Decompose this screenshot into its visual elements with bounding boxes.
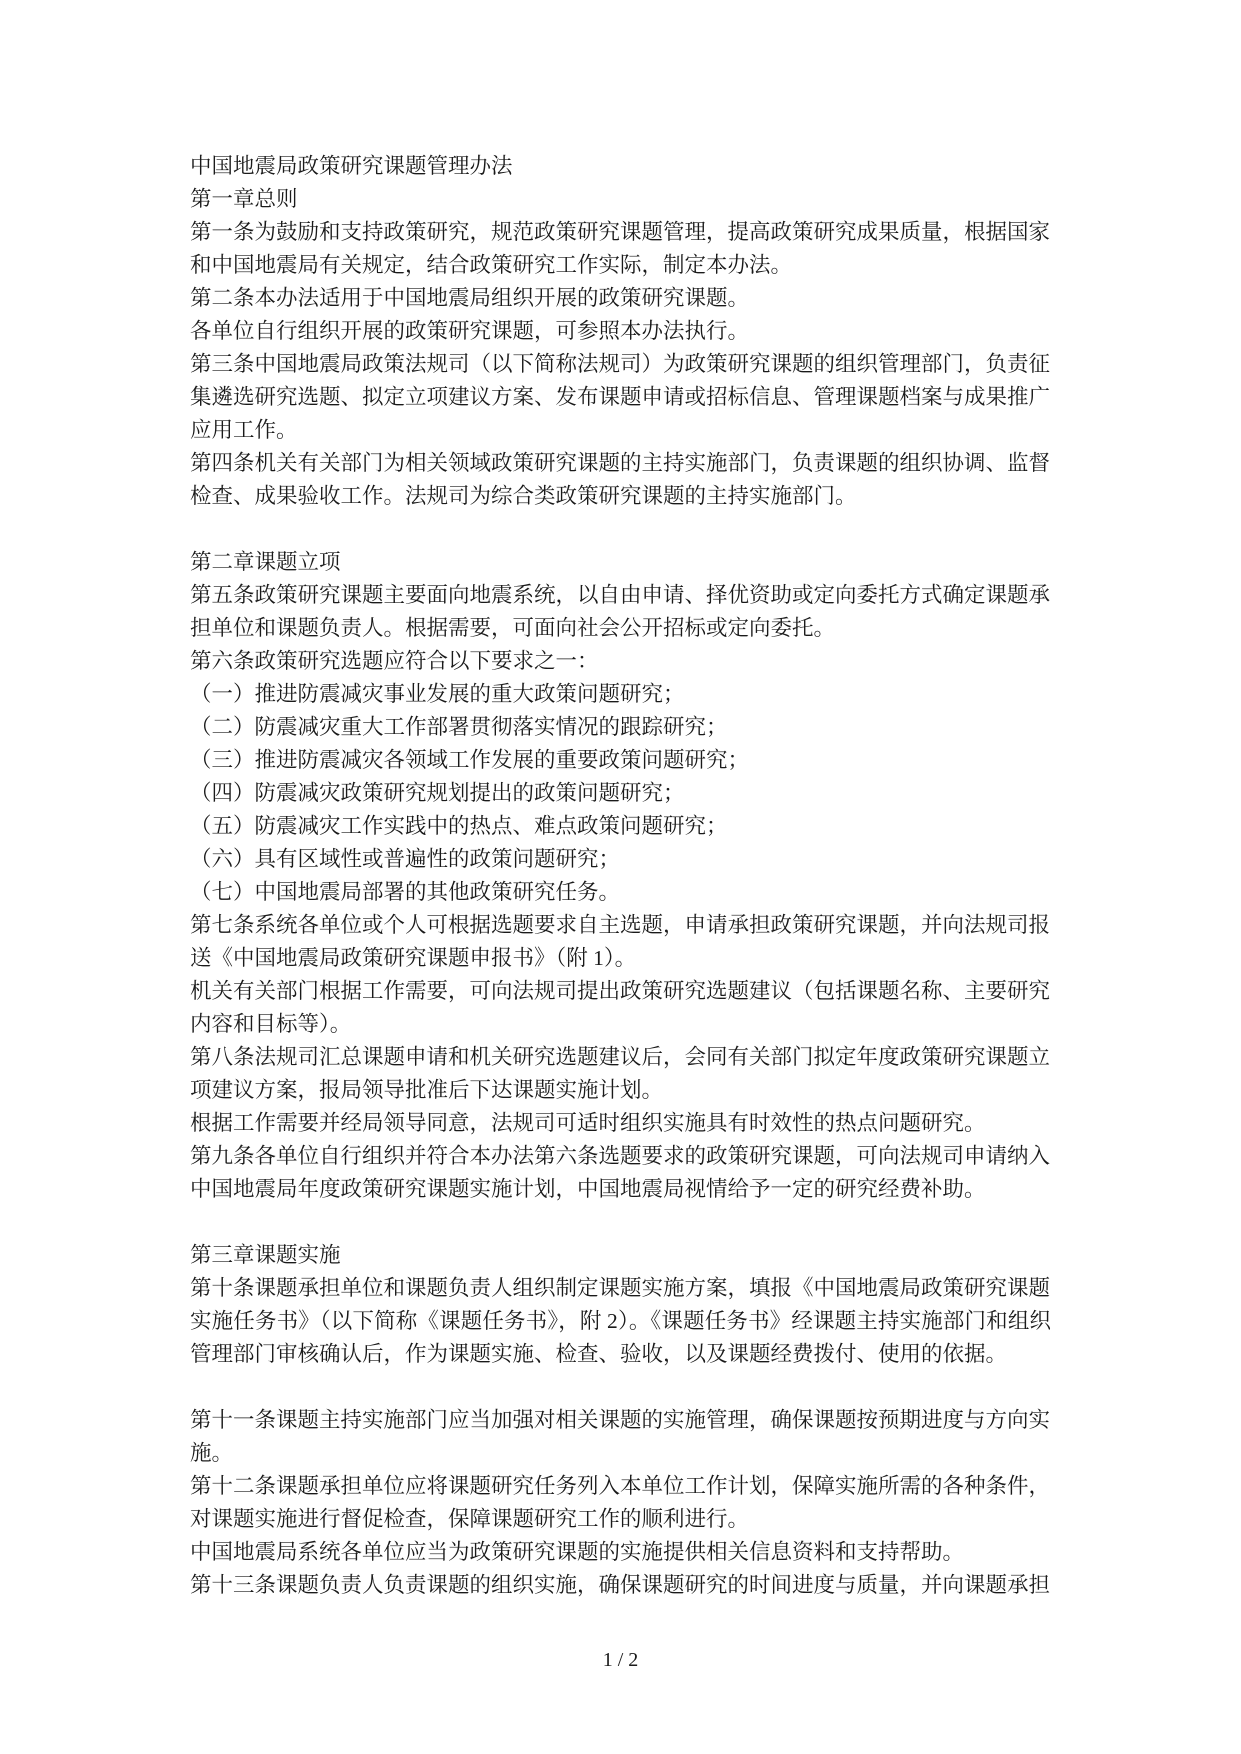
text-line: 送《中国地震局政策研究课题申报书》（附 1）。 — [190, 946, 637, 970]
text-line: 实施任务书》（以下简称《课题任务书》，附 2）。《课题任务书》经课题主持实施部门和组织 — [190, 1309, 1050, 1333]
text-line: 第三条中国地震局政策法规司（以下简称法规司）为政策研究课题的组织管理部门，负责征 — [190, 352, 1051, 376]
text-line: 中国地震局系统各单位应当为政策研究课题的实施提供相关信息资料和支持帮助。 — [190, 1540, 965, 1564]
text-line: 第六条政策研究选题应符合以下要求之一： — [190, 649, 599, 673]
text-line: 项建议方案，报局领导批准后下达课题实施计划。 — [190, 1078, 664, 1102]
list-item: （三）推进防震减灾各领域工作发展的重要政策问题研究； — [190, 748, 750, 772]
text-line: 中国地震局年度政策研究课题实施计划，中国地震局视情给予一定的研究经费补助。 — [190, 1177, 986, 1201]
text-line: 根据工作需要并经局领导同意，法规司可适时组织实施具有时效性的热点问题研究。 — [190, 1111, 986, 1135]
text-line: 第四条机关有关部门为相关领域政策研究课题的主持实施部门，负责课题的组织协调、监督 — [190, 451, 1051, 475]
text-line: 第九条各单位自行组织并符合本办法第六条选题要求的政策研究课题，可向法规司申请纳入 — [190, 1144, 1051, 1168]
text-line: 对课题实施进行督促检查，保障课题研究工作的顺利进行。 — [190, 1507, 750, 1531]
list-item: （五）防震减灾工作实践中的热点、难点政策问题研究； — [190, 814, 728, 838]
text-line: 内容和目标等）。 — [190, 1012, 352, 1036]
document-body — [190, 150, 1050, 1602]
text-line: 第十一条课题主持实施部门应当加强对相关课题的实施管理，确保课题按预期进度与方向实 — [190, 1408, 1051, 1432]
text-line: 管理部门审核确认后，作为课题实施、检查、验收，以及课题经费拨付、使用的依据。 — [190, 1342, 1008, 1366]
text-line: 第八条法规司汇总课题申请和机关研究选题建议后，会同有关部门拟定年度政策研究课题立 — [190, 1045, 1051, 1069]
paragraph-spacer — [190, 1206, 1050, 1239]
text-line: 第五条政策研究课题主要面向地震系统，以自由申请、择优资助或定向委托方式确定课题承 — [190, 583, 1051, 607]
text-line: 和中国地震局有关规定，结合政策研究工作实际，制定本办法。 — [190, 253, 793, 277]
text-line: 第十条课题承担单位和课题负责人组织制定课题实施方案，填报《中国地震局政策研究课题 — [190, 1276, 1051, 1300]
text-line: 第七条系统各单位或个人可根据选题要求自主选题，申请承担政策研究课题，并向法规司报 — [190, 913, 1051, 937]
list-item: （二）防震减灾重大工作部署贯彻落实情况的跟踪研究； — [190, 715, 728, 739]
list-item: （七）中国地震局部署的其他政策研究任务。 — [190, 880, 621, 904]
list-item: （一）推进防震减灾事业发展的重大政策问题研究； — [190, 682, 685, 706]
text-line: 第十三条课题负责人负责课题的组织实施，确保课题研究的时间进度与质量，并向课题承担 — [190, 1573, 1051, 1597]
text-line: 第二条本办法适用于中国地震局组织开展的政策研究课题。 — [190, 286, 750, 310]
text-line: 各单位自行组织开展的政策研究课题，可参照本办法执行。 — [190, 319, 750, 343]
page-number: 1 / 2 — [602, 1649, 639, 1671]
chapter-heading: 第二章课题立项 — [190, 550, 341, 574]
text-line: 应用工作。 — [190, 418, 298, 442]
text-line: 检查、成果验收工作。法规司为综合类政策研究课题的主持实施部门。 — [190, 484, 857, 508]
paragraph-spacer — [190, 1371, 1050, 1404]
text-line: 第一条为鼓励和支持政策研究，规范政策研究课题管理，提高政策研究成果质量，根据国家 — [190, 220, 1051, 244]
chapter-heading: 第一章总则 — [190, 187, 298, 211]
document-title: 中国地震局政策研究课题管理办法 — [190, 154, 513, 178]
chapter-heading: 第三章课题实施 — [190, 1243, 341, 1267]
list-item: （六）具有区域性或普遍性的政策问题研究； — [190, 847, 621, 871]
text-line: 集遴选研究选题、拟定立项建议方案、发布课题申请或招标信息、管理课题档案与成果推广 — [190, 385, 1051, 409]
text-line: 担单位和课题负责人。根据需要，可面向社会公开招标或定向委托。 — [190, 616, 836, 640]
paragraph-spacer — [190, 513, 1050, 546]
list-item: （四）防震减灾政策研究规划提出的政策问题研究； — [190, 781, 685, 805]
text-line: 施。 — [190, 1441, 234, 1465]
text-line: 机关有关部门根据工作需要，可向法规司提出政策研究选题建议（包括课题名称、主要研究 — [190, 979, 1051, 1003]
text-line: 第十二条课题承担单位应将课题研究任务列入本单位工作计划，保障实施所需的各种条件， — [190, 1474, 1051, 1498]
